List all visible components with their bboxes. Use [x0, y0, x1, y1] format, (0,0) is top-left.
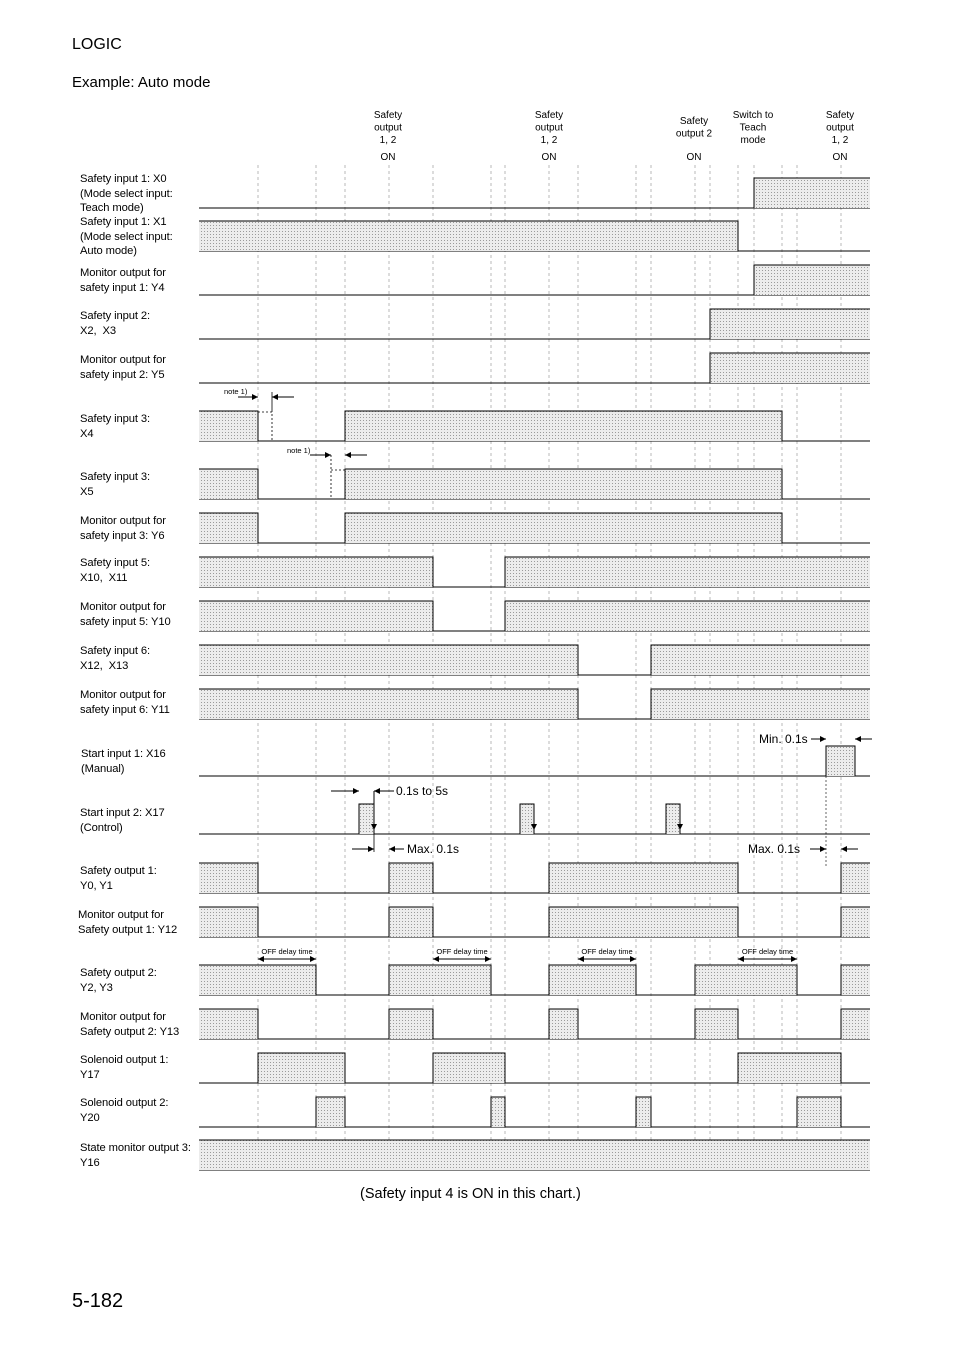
waveform-10: [199, 645, 870, 675]
signal-label-x2-x3: Safety input 2: X2, X3: [80, 310, 151, 337]
top-label-line: 1, 2: [831, 135, 849, 146]
signal-label-x17: Start input 2: X17 (Control): [80, 807, 165, 834]
pulse-18-1: [433, 1053, 505, 1083]
top-label-state: ON: [686, 152, 702, 163]
top-label-line: mode: [740, 135, 766, 146]
waveform-3: [199, 309, 870, 339]
signal-label-x10-x11: Safety input 5: X10, X11: [80, 557, 151, 584]
pulse-15-0: [199, 907, 258, 937]
top-label-line: output 2: [675, 128, 713, 140]
off-delay-label-3: OFF delay time: [741, 947, 794, 956]
signal-label-y12: Monitor output for Safety output 1: Y12: [78, 909, 178, 936]
signal-label-x16: Start input 1: X16 (Manual): [81, 748, 166, 775]
waveform-17: [199, 1009, 870, 1039]
pulse-16-0: [199, 965, 316, 995]
waveform-11: [199, 689, 870, 719]
top-label-line: Teach: [739, 122, 767, 134]
pulse-13-0: [359, 804, 374, 834]
pulse-17-2: [549, 1009, 578, 1039]
pulse-width-label: 0.1s to 5s: [396, 784, 449, 798]
top-label-line: 1, 2: [379, 135, 397, 146]
waveform-5: [199, 411, 870, 441]
pulse-9-1: [505, 601, 870, 631]
pulse-16-4: [841, 965, 870, 995]
waveform-15: [199, 907, 870, 937]
pulse-8-1: [505, 557, 870, 587]
top-label-1: [535, 110, 563, 163]
top-label-state: ON: [380, 152, 396, 163]
top-label-0: [374, 110, 402, 163]
top-label-line: 1, 2: [540, 135, 558, 146]
pulse-12-0: [826, 746, 855, 776]
section-heading: LOGIC: [72, 36, 122, 53]
waveform-7: [199, 513, 870, 543]
top-label-4: [826, 110, 854, 163]
min-width-label: Min. 0.1s: [759, 732, 808, 746]
signal-label-x12-x13: Safety input 6: X12, X13: [80, 645, 151, 672]
pulse-6-0: [199, 469, 258, 499]
top-label-3: [733, 110, 774, 146]
signal-label-y6: Monitor output for safety input 3: Y6: [80, 515, 166, 542]
pulse-11-1: [651, 689, 870, 719]
pulse-16-2: [549, 965, 636, 995]
waveform-12: [199, 746, 870, 776]
pulse-4-0: [710, 353, 870, 383]
page-number: 5-182: [72, 1290, 124, 1312]
signal-label-y17: Solenoid output 1: Y17: [80, 1054, 169, 1081]
signal-label-y2-y3: Safety output 2: Y2, Y3: [80, 967, 157, 994]
signal-label-x4: Safety input 3: X4: [80, 413, 151, 440]
signal-label-y16: State monitor output 3: Y16: [80, 1142, 191, 1169]
waveform-16: [199, 965, 870, 995]
waveform-19: [199, 1097, 870, 1127]
note1-label-x5: note 1): [287, 446, 311, 455]
waveform-14: [199, 863, 870, 893]
pulse-18-0: [258, 1053, 345, 1083]
pulse-6-1: [345, 469, 782, 499]
signal-label-y0-y1: Safety output 1: Y0, Y1: [80, 865, 157, 892]
pulse-5-1: [345, 411, 782, 441]
footnote: (Safety input 4 is ON in this chart.): [360, 1186, 581, 1202]
pulse-19-2: [636, 1097, 651, 1127]
top-label-line: Safety: [679, 116, 709, 127]
top-label-line: Safety: [825, 110, 855, 121]
pulse-8-0: [199, 557, 433, 587]
waveform-9: [199, 601, 870, 631]
signal-label-x0: Safety input 1: X0 (Mode select input: Teach mode): [80, 173, 173, 214]
pulse-17-3: [695, 1009, 738, 1039]
top-label-line: output: [374, 122, 402, 134]
off-delay-label-2: OFF delay time: [581, 947, 633, 956]
top-label-2: [676, 116, 713, 163]
pulse-7-1: [345, 513, 782, 543]
pulse-15-3: [841, 907, 870, 937]
top-label-state: ON: [541, 152, 557, 163]
max-delay-label-2: Max. 0.1s: [748, 842, 801, 856]
pulse-15-2: [549, 907, 738, 937]
signal-label-y20: Solenoid output 2: Y20: [80, 1097, 169, 1124]
note1-label-x4: note 1): [224, 387, 248, 396]
pulse-7-0: [199, 513, 258, 543]
waveform-20: [199, 1140, 870, 1170]
pulse-14-3: [841, 863, 870, 893]
top-label-state: ON: [832, 152, 848, 163]
pulse-10-1: [651, 645, 870, 675]
signal-label-x5: Safety input 3: X5: [80, 471, 151, 498]
pulse-0-0: [754, 178, 870, 208]
signal-label-y4: Monitor output for safety input 1: Y4: [80, 267, 166, 294]
waveform-1: [199, 221, 870, 251]
off-delay-label-0: OFF delay time: [261, 947, 313, 956]
pulse-17-1: [389, 1009, 433, 1039]
waveforms: [199, 178, 870, 1170]
pulse-14-2: [549, 863, 738, 893]
max-delay-label-1: Max. 0.1s: [407, 842, 460, 856]
pulse-13-2: [666, 804, 680, 834]
pulse-11-0: [199, 689, 578, 719]
pulse-14-1: [389, 863, 433, 893]
pulse-17-0: [199, 1009, 258, 1039]
pulse-19-1: [491, 1097, 505, 1127]
waveform-8: [199, 557, 870, 587]
top-label-line: Safety: [373, 110, 403, 121]
top-label-line: Switch to: [732, 110, 774, 121]
pulse-10-0: [199, 645, 578, 675]
pulse-9-0: [199, 601, 433, 631]
pulse-3-0: [710, 309, 870, 339]
signal-label-y13: Monitor output for Safety output 2: Y13: [80, 1011, 180, 1038]
pulse-16-1: [389, 965, 491, 995]
pulse-5-0: [199, 411, 258, 441]
pulse-19-0: [316, 1097, 345, 1127]
waveform-2: [199, 265, 870, 295]
top-label-line: Safety: [534, 110, 564, 121]
top-label-line: output: [535, 122, 563, 134]
waveform-18: [199, 1053, 870, 1083]
signal-label-y10: Monitor output for safety input 5: Y10: [80, 601, 171, 628]
pulse-20-0: [199, 1140, 870, 1170]
waveform-6: [199, 469, 870, 499]
pulse-16-3: [695, 965, 797, 995]
waveform-4: [199, 353, 870, 383]
pulse-19-3: [797, 1097, 841, 1127]
signal-label-y11: Monitor output for safety input 6: Y11: [80, 689, 170, 716]
pulse-13-1: [520, 804, 534, 834]
pulse-17-4: [841, 1009, 870, 1039]
note1-dash-x4: [258, 412, 272, 441]
waveform-0: [199, 178, 870, 208]
example-title: Example: Auto mode: [72, 74, 211, 91]
signal-label-y5: Monitor output for safety input 2: Y5: [80, 354, 166, 381]
pulse-18-2: [738, 1053, 841, 1083]
pulse-1-0: [199, 221, 738, 251]
signal-label-x1: Safety input 1: X1 (Mode select input: Auto mode): [80, 216, 173, 257]
pulse-14-0: [199, 863, 258, 893]
top-label-line: output: [826, 122, 854, 134]
off-delay-label-1: OFF delay time: [436, 947, 488, 956]
pulse-15-1: [389, 907, 433, 937]
pulse-2-0: [754, 265, 870, 295]
